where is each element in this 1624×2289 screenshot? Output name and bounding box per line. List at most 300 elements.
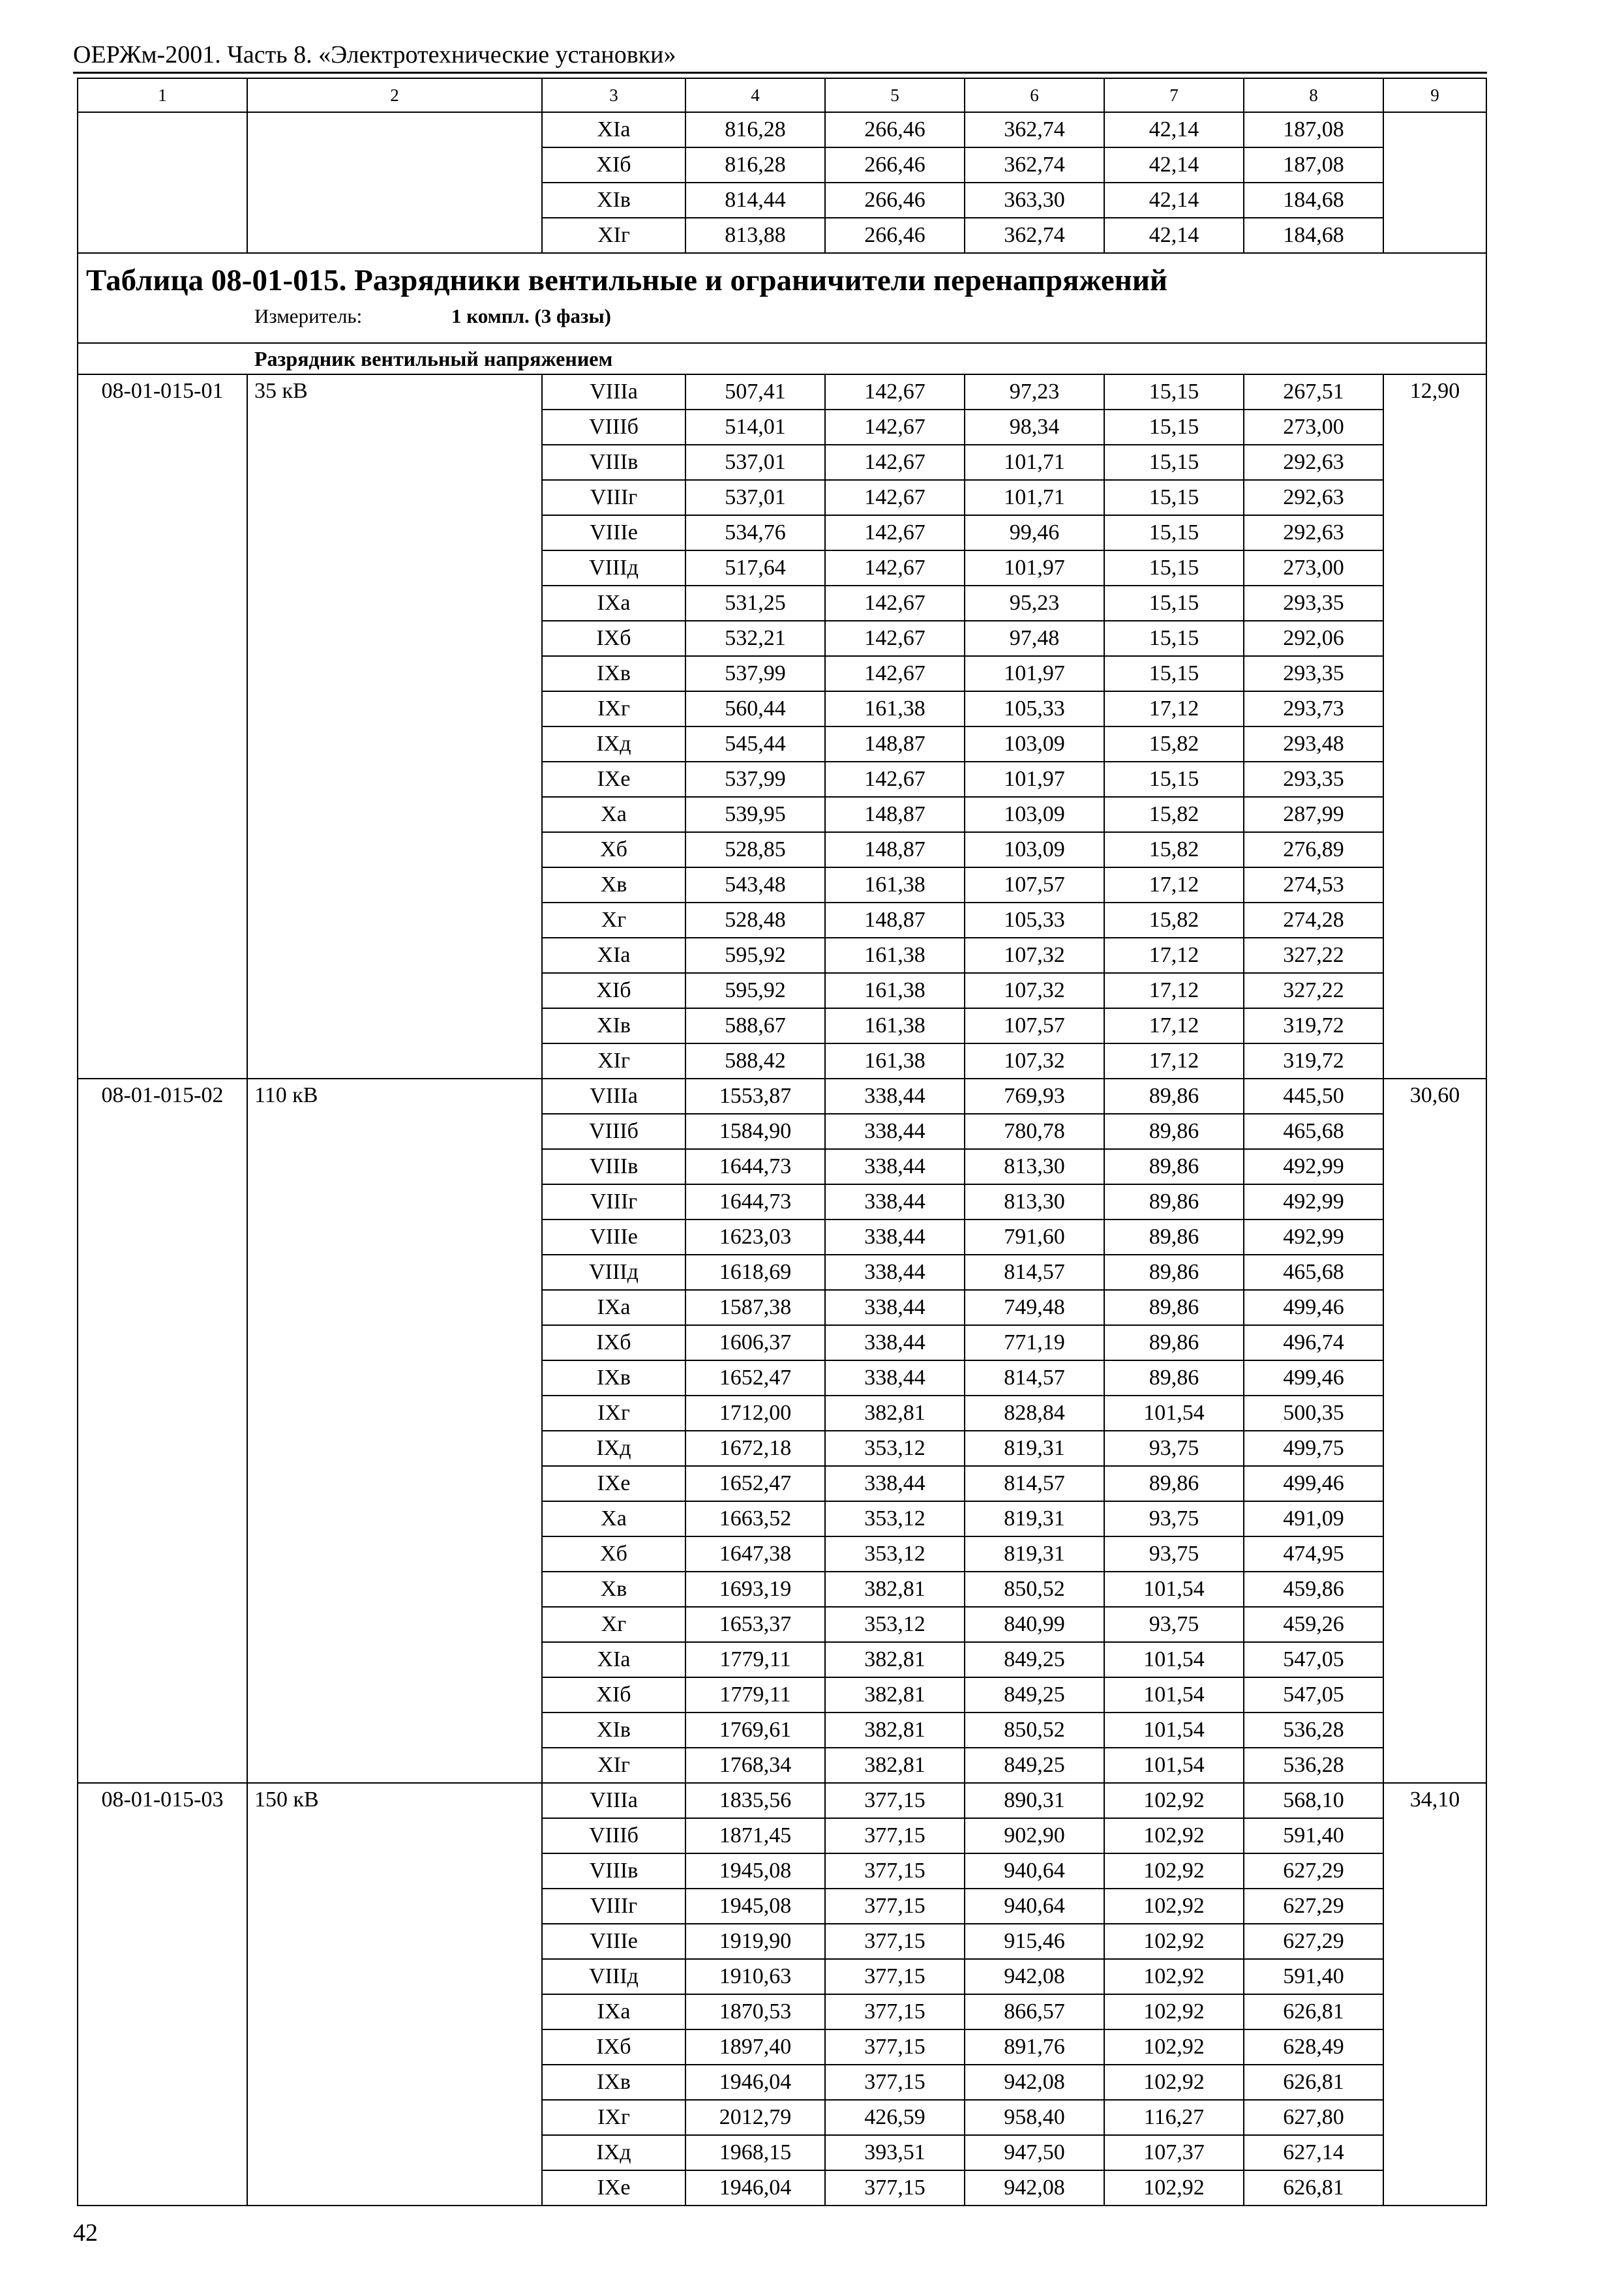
total-cost-cell: 1584,90 [685, 1114, 825, 1149]
total-cost-cell: 1712,00 [685, 1396, 825, 1431]
zone-cell: VIIIб [542, 410, 685, 445]
column-number-row [78, 78, 1486, 112]
zone-cell: VIIIв [542, 1853, 685, 1889]
header-rule [73, 72, 1487, 74]
page-header-title: ОЕРЖм-2001. Часть 8. «Электротехнические установки» [73, 41, 676, 68]
rate-name: 150 кВ [247, 1783, 542, 2206]
operator-wages-cell: 102,92 [1104, 1889, 1244, 1924]
total-cost-cell: 532,21 [685, 621, 825, 656]
total-cost-cell: 1779,11 [685, 1642, 825, 1677]
total-cost-cell: 560,44 [685, 691, 825, 726]
machines-cell: 97,48 [965, 621, 1104, 656]
meter-label: Измеритель: [254, 305, 363, 327]
materials-cell: 327,22 [1244, 938, 1383, 973]
machines-cell: 105,33 [965, 903, 1104, 938]
materials-cell: 445,50 [1244, 1079, 1383, 1114]
zone-cell: VIIIв [542, 1149, 685, 1184]
machines-cell: 363,30 [965, 183, 1104, 218]
operator-wages-cell: 116,27 [1104, 2100, 1244, 2135]
operator-wages-cell: 15,15 [1104, 480, 1244, 515]
zone-cell: IXг [542, 1396, 685, 1431]
machines-cell: 107,57 [965, 1008, 1104, 1043]
total-cost-cell: 1693,19 [685, 1572, 825, 1607]
materials-cell: 267,51 [1244, 374, 1383, 410]
materials-cell: 319,72 [1244, 1043, 1383, 1079]
total-cost-cell: 1779,11 [685, 1677, 825, 1713]
zone-cell: XIб [542, 1677, 685, 1713]
machines-cell: 902,90 [965, 1818, 1104, 1853]
table-title-cell [78, 253, 1486, 343]
zone-cell: IXa [542, 586, 685, 621]
materials-cell: 292,63 [1244, 515, 1383, 550]
operator-wages-cell: 15,15 [1104, 621, 1244, 656]
wages-cell: 161,38 [825, 938, 965, 973]
zone-cell: Xг [542, 903, 685, 938]
operator-wages-cell: 101,54 [1104, 1642, 1244, 1677]
operator-wages-cell: 101,54 [1104, 1713, 1244, 1748]
zone-cell: IXe [542, 762, 685, 797]
materials-cell: 496,74 [1244, 1325, 1383, 1360]
machines-cell: 362,74 [965, 147, 1104, 183]
machines-cell: 107,32 [965, 1043, 1104, 1079]
wages-cell: 266,46 [825, 147, 965, 183]
machines-cell: 940,64 [965, 1889, 1104, 1924]
wages-cell: 338,44 [825, 1079, 965, 1114]
wages-cell: 377,15 [825, 1889, 965, 1924]
materials-cell: 273,00 [1244, 550, 1383, 586]
zone-cell: VIIIг [542, 1184, 685, 1219]
materials-cell: 184,68 [1244, 218, 1383, 253]
operator-wages-cell: 17,12 [1104, 1008, 1244, 1043]
zone-cell: IXб [542, 1325, 685, 1360]
materials-cell: 627,29 [1244, 1924, 1383, 1959]
zone-cell: XIб [542, 973, 685, 1008]
column-number: 3 [542, 78, 685, 112]
materials-cell: 474,95 [1244, 1536, 1383, 1572]
materials-cell: 276,89 [1244, 832, 1383, 867]
wages-cell: 161,38 [825, 867, 965, 903]
machines-cell: 101,97 [965, 550, 1104, 586]
materials-cell: 499,46 [1244, 1466, 1383, 1501]
total-cost-cell: 539,95 [685, 797, 825, 832]
machines-cell: 98,34 [965, 410, 1104, 445]
total-cost-cell: 514,01 [685, 410, 825, 445]
operator-wages-cell: 15,15 [1104, 586, 1244, 621]
wages-cell: 142,67 [825, 762, 965, 797]
zone-cell: Xг [542, 1607, 685, 1642]
operator-wages-cell: 89,86 [1104, 1325, 1244, 1360]
zone-cell: VIIIг [542, 480, 685, 515]
labor-value: 34,10 [1383, 1783, 1486, 2206]
wages-cell: 338,44 [825, 1114, 965, 1149]
wages-cell: 377,15 [825, 1818, 965, 1853]
machines-cell: 780,78 [965, 1114, 1104, 1149]
machines-cell: 890,31 [965, 1783, 1104, 1818]
total-cost-cell: 517,64 [685, 550, 825, 586]
zone-cell: XIв [542, 1008, 685, 1043]
table-row [78, 112, 1486, 147]
total-cost-cell: 1644,73 [685, 1184, 825, 1219]
machines-cell: 850,52 [965, 1713, 1104, 1748]
zone-cell: VIIIa [542, 374, 685, 410]
machines-cell: 103,09 [965, 832, 1104, 867]
operator-wages-cell: 15,15 [1104, 374, 1244, 410]
zone-cell: XIв [542, 183, 685, 218]
zone-cell: IXв [542, 2065, 685, 2100]
table-title-row [78, 253, 1486, 343]
materials-cell: 627,29 [1244, 1853, 1383, 1889]
total-cost-cell: 534,76 [685, 515, 825, 550]
wages-cell: 266,46 [825, 183, 965, 218]
total-cost-cell: 1945,08 [685, 1889, 825, 1924]
operator-wages-cell: 102,92 [1104, 1994, 1244, 2029]
table-row [78, 374, 1486, 410]
total-cost-cell: 813,88 [685, 218, 825, 253]
operator-wages-cell: 15,82 [1104, 726, 1244, 762]
table-row [78, 1079, 1486, 1114]
machines-cell: 840,99 [965, 1607, 1104, 1642]
operator-wages-cell: 89,86 [1104, 1360, 1244, 1396]
total-cost-cell: 588,67 [685, 1008, 825, 1043]
materials-cell: 465,68 [1244, 1114, 1383, 1149]
machines-cell: 828,84 [965, 1396, 1104, 1431]
materials-cell: 319,72 [1244, 1008, 1383, 1043]
total-cost-cell: 528,85 [685, 832, 825, 867]
wages-cell: 338,44 [825, 1149, 965, 1184]
machines-cell: 915,46 [965, 1924, 1104, 1959]
total-cost-cell: 1897,40 [685, 2029, 825, 2065]
zone-cell: VIIIб [542, 1114, 685, 1149]
wages-cell: 377,15 [825, 1783, 965, 1818]
zone-cell: XIг [542, 1748, 685, 1783]
operator-wages-cell: 17,12 [1104, 938, 1244, 973]
wages-cell: 426,59 [825, 2100, 965, 2135]
column-number: 4 [685, 78, 825, 112]
machines-cell: 850,52 [965, 1572, 1104, 1607]
zone-cell: VIIIe [542, 1219, 685, 1255]
machines-cell: 101,71 [965, 480, 1104, 515]
wages-cell: 353,12 [825, 1536, 965, 1572]
machines-cell: 814,57 [965, 1255, 1104, 1290]
zone-cell: IXв [542, 656, 685, 691]
wages-cell: 266,46 [825, 218, 965, 253]
page-number: 42 [73, 2219, 98, 2247]
total-cost-cell: 1672,18 [685, 1431, 825, 1466]
materials-cell: 568,10 [1244, 1783, 1383, 1818]
wages-cell: 353,12 [825, 1501, 965, 1536]
zone-cell: IXe [542, 2170, 685, 2206]
machines-cell: 940,64 [965, 1853, 1104, 1889]
zone-cell: IXв [542, 1360, 685, 1396]
materials-cell: 499,75 [1244, 1431, 1383, 1466]
total-cost-cell: 537,99 [685, 762, 825, 797]
machines-cell: 101,97 [965, 656, 1104, 691]
total-cost-cell: 537,99 [685, 656, 825, 691]
wages-cell: 338,44 [825, 1255, 965, 1290]
column-number: 7 [1104, 78, 1244, 112]
wages-cell: 338,44 [825, 1184, 965, 1219]
meter-value: 1 компл. (3 фазы) [451, 305, 611, 327]
materials-cell: 292,63 [1244, 445, 1383, 480]
wages-cell: 377,15 [825, 2029, 965, 2065]
wages-cell: 377,15 [825, 1853, 965, 1889]
operator-wages-cell: 17,12 [1104, 867, 1244, 903]
wages-cell: 142,67 [825, 445, 965, 480]
materials-cell: 459,86 [1244, 1572, 1383, 1607]
zone-cell: VIIIe [542, 515, 685, 550]
wages-cell: 161,38 [825, 1008, 965, 1043]
materials-cell: 293,35 [1244, 762, 1383, 797]
materials-cell: 500,35 [1244, 1396, 1383, 1431]
total-cost-cell: 528,48 [685, 903, 825, 938]
machines-cell: 942,08 [965, 2065, 1104, 2100]
total-cost-cell: 1652,47 [685, 1466, 825, 1501]
operator-wages-cell: 102,92 [1104, 1853, 1244, 1889]
total-cost-cell: 1623,03 [685, 1219, 825, 1255]
machines-cell: 866,57 [965, 1994, 1104, 2029]
machines-cell: 103,09 [965, 797, 1104, 832]
zone-cell: VIIIд [542, 550, 685, 586]
total-cost-cell: 2012,79 [685, 2100, 825, 2135]
operator-wages-cell: 42,14 [1104, 147, 1244, 183]
wages-cell: 161,38 [825, 691, 965, 726]
wages-cell: 353,12 [825, 1431, 965, 1466]
materials-cell: 292,63 [1244, 480, 1383, 515]
wages-cell: 382,81 [825, 1677, 965, 1713]
machines-cell: 819,31 [965, 1501, 1104, 1536]
materials-cell: 547,05 [1244, 1677, 1383, 1713]
wages-cell: 338,44 [825, 1360, 965, 1396]
zone-cell: XIб [542, 147, 685, 183]
machines-cell: 819,31 [965, 1536, 1104, 1572]
machines-cell: 107,32 [965, 938, 1104, 973]
materials-cell: 293,35 [1244, 656, 1383, 691]
total-cost-cell: 1968,15 [685, 2135, 825, 2170]
machines-cell: 813,30 [965, 1149, 1104, 1184]
total-cost-cell: 537,01 [685, 445, 825, 480]
materials-cell: 536,28 [1244, 1713, 1383, 1748]
operator-wages-cell: 102,92 [1104, 1783, 1244, 1818]
zone-cell: IXд [542, 2135, 685, 2170]
operator-wages-cell: 89,86 [1104, 1466, 1244, 1501]
zone-cell: VIIIб [542, 1818, 685, 1853]
total-cost-cell: 545,44 [685, 726, 825, 762]
wages-cell: 142,67 [825, 374, 965, 410]
wages-cell: 382,81 [825, 1748, 965, 1783]
operator-wages-cell: 15,15 [1104, 515, 1244, 550]
zone-cell: IXг [542, 691, 685, 726]
total-cost-cell: 1919,90 [685, 1924, 825, 1959]
wages-cell: 161,38 [825, 1043, 965, 1079]
total-cost-cell: 1663,52 [685, 1501, 825, 1536]
operator-wages-cell: 17,12 [1104, 973, 1244, 1008]
total-cost-cell: 814,44 [685, 183, 825, 218]
zone-cell: XIг [542, 218, 685, 253]
operator-wages-cell: 89,86 [1104, 1149, 1244, 1184]
wages-cell: 338,44 [825, 1219, 965, 1255]
zone-cell: IXб [542, 2029, 685, 2065]
total-cost-cell: 1769,61 [685, 1713, 825, 1748]
zone-cell: Xв [542, 1572, 685, 1607]
materials-cell: 547,05 [1244, 1642, 1383, 1677]
total-cost-cell: 816,28 [685, 147, 825, 183]
machines-cell: 769,93 [965, 1079, 1104, 1114]
machines-cell: 814,57 [965, 1466, 1104, 1501]
wages-cell: 148,87 [825, 726, 965, 762]
operator-wages-cell: 15,15 [1104, 410, 1244, 445]
zone-cell: Xa [542, 1501, 685, 1536]
zone-cell: Xб [542, 1536, 685, 1572]
operator-wages-cell: 102,92 [1104, 2170, 1244, 2206]
total-cost-cell: 816,28 [685, 112, 825, 147]
column-number: 8 [1244, 78, 1383, 112]
materials-cell: 293,73 [1244, 691, 1383, 726]
machines-cell: 849,25 [965, 1748, 1104, 1783]
machines-cell: 819,31 [965, 1431, 1104, 1466]
total-cost-cell: 1768,34 [685, 1748, 825, 1783]
zone-cell: IXб [542, 621, 685, 656]
machines-cell: 849,25 [965, 1677, 1104, 1713]
operator-wages-cell: 102,92 [1104, 1959, 1244, 1994]
materials-cell: 184,68 [1244, 183, 1383, 218]
zone-cell: VIIIe [542, 1924, 685, 1959]
wages-cell: 338,44 [825, 1466, 965, 1501]
machines-cell: 97,23 [965, 374, 1104, 410]
materials-cell: 274,53 [1244, 867, 1383, 903]
total-cost-cell: 1644,73 [685, 1149, 825, 1184]
total-cost-cell: 595,92 [685, 938, 825, 973]
operator-wages-cell: 89,86 [1104, 1290, 1244, 1325]
rates-table [77, 78, 1487, 2206]
materials-cell: 273,00 [1244, 410, 1383, 445]
total-cost-cell: 1618,69 [685, 1255, 825, 1290]
materials-cell: 465,68 [1244, 1255, 1383, 1290]
zone-cell: Xб [542, 832, 685, 867]
machines-cell: 101,97 [965, 762, 1104, 797]
zone-cell: IXд [542, 726, 685, 762]
column-number: 6 [965, 78, 1104, 112]
column-number: 1 [78, 78, 247, 112]
machines-cell: 813,30 [965, 1184, 1104, 1219]
materials-cell: 492,99 [1244, 1219, 1383, 1255]
subheading-row [78, 343, 1486, 374]
total-cost-cell: 1587,38 [685, 1290, 825, 1325]
machines-cell: 958,40 [965, 2100, 1104, 2135]
operator-wages-cell: 101,54 [1104, 1677, 1244, 1713]
zone-cell: VIIIг [542, 1889, 685, 1924]
total-cost-cell: 537,01 [685, 480, 825, 515]
total-cost-cell: 1910,63 [685, 1959, 825, 1994]
machines-cell: 771,19 [965, 1325, 1104, 1360]
zone-cell: XIг [542, 1043, 685, 1079]
materials-cell: 591,40 [1244, 1959, 1383, 1994]
wages-cell: 142,67 [825, 515, 965, 550]
wages-cell: 148,87 [825, 903, 965, 938]
zone-cell: Xa [542, 797, 685, 832]
machines-cell: 791,60 [965, 1219, 1104, 1255]
wages-cell: 377,15 [825, 1994, 965, 2029]
operator-wages-cell: 89,86 [1104, 1184, 1244, 1219]
column-number: 9 [1383, 78, 1486, 112]
machines-cell: 947,50 [965, 2135, 1104, 2170]
machines-cell: 942,08 [965, 1959, 1104, 1994]
wages-cell: 377,15 [825, 1924, 965, 1959]
machines-cell: 107,32 [965, 973, 1104, 1008]
machines-cell: 103,09 [965, 726, 1104, 762]
operator-wages-cell: 102,92 [1104, 1924, 1244, 1959]
zone-cell: VIIIa [542, 1783, 685, 1818]
zone-cell: VIIIв [542, 445, 685, 480]
table-title: Таблица 08-01-015. Разрядники вентильные и ограничители перенапряжений [86, 263, 1168, 297]
total-cost-cell: 531,25 [685, 586, 825, 621]
wages-cell: 382,81 [825, 1396, 965, 1431]
machines-cell: 105,33 [965, 691, 1104, 726]
operator-wages-cell: 89,86 [1104, 1255, 1244, 1290]
total-cost-cell: 1652,47 [685, 1360, 825, 1396]
total-cost-cell: 507,41 [685, 374, 825, 410]
zone-cell: XIa [542, 1642, 685, 1677]
total-cost-cell: 543,48 [685, 867, 825, 903]
zone-cell: XIa [542, 112, 685, 147]
operator-wages-cell: 89,86 [1104, 1114, 1244, 1149]
operator-wages-cell: 89,86 [1104, 1219, 1244, 1255]
wages-cell: 142,67 [825, 550, 965, 586]
wages-cell: 142,67 [825, 656, 965, 691]
rate-name: 110 кВ [247, 1079, 542, 1783]
zone-cell: IXa [542, 1290, 685, 1325]
operator-wages-cell: 93,75 [1104, 1501, 1244, 1536]
wages-cell: 148,87 [825, 832, 965, 867]
empty-labor-cell [1383, 112, 1486, 253]
wages-cell: 161,38 [825, 973, 965, 1008]
materials-cell: 536,28 [1244, 1748, 1383, 1783]
total-cost-cell: 588,42 [685, 1043, 825, 1079]
materials-cell: 459,26 [1244, 1607, 1383, 1642]
operator-wages-cell: 93,75 [1104, 1607, 1244, 1642]
wages-cell: 338,44 [825, 1290, 965, 1325]
wages-cell: 377,15 [825, 2170, 965, 2206]
materials-cell: 492,99 [1244, 1149, 1383, 1184]
zone-cell: IXд [542, 1431, 685, 1466]
total-cost-cell: 1606,37 [685, 1325, 825, 1360]
machines-cell: 891,76 [965, 2029, 1104, 2065]
operator-wages-cell: 89,86 [1104, 1079, 1244, 1114]
operator-wages-cell: 15,15 [1104, 550, 1244, 586]
machines-cell: 107,57 [965, 867, 1104, 903]
meter-line [86, 303, 1486, 329]
machines-cell: 814,57 [965, 1360, 1104, 1396]
materials-cell: 627,14 [1244, 2135, 1383, 2170]
operator-wages-cell: 93,75 [1104, 1536, 1244, 1572]
labor-value: 30,60 [1383, 1079, 1486, 1783]
operator-wages-cell: 101,54 [1104, 1748, 1244, 1783]
materials-cell: 627,80 [1244, 2100, 1383, 2135]
materials-cell: 628,49 [1244, 2029, 1383, 2065]
total-cost-cell: 1945,08 [685, 1853, 825, 1889]
rate-code: 08-01-015-01 [78, 374, 247, 1079]
labor-value: 12,90 [1383, 374, 1486, 1079]
materials-cell: 499,46 [1244, 1360, 1383, 1396]
materials-cell: 499,46 [1244, 1290, 1383, 1325]
machines-cell: 362,74 [965, 112, 1104, 147]
operator-wages-cell: 42,14 [1104, 218, 1244, 253]
total-cost-cell: 1946,04 [685, 2065, 825, 2100]
materials-cell: 626,81 [1244, 1994, 1383, 2029]
zone-cell: IXг [542, 2100, 685, 2135]
materials-cell: 287,99 [1244, 797, 1383, 832]
operator-wages-cell: 107,37 [1104, 2135, 1244, 2170]
wages-cell: 377,15 [825, 2065, 965, 2100]
